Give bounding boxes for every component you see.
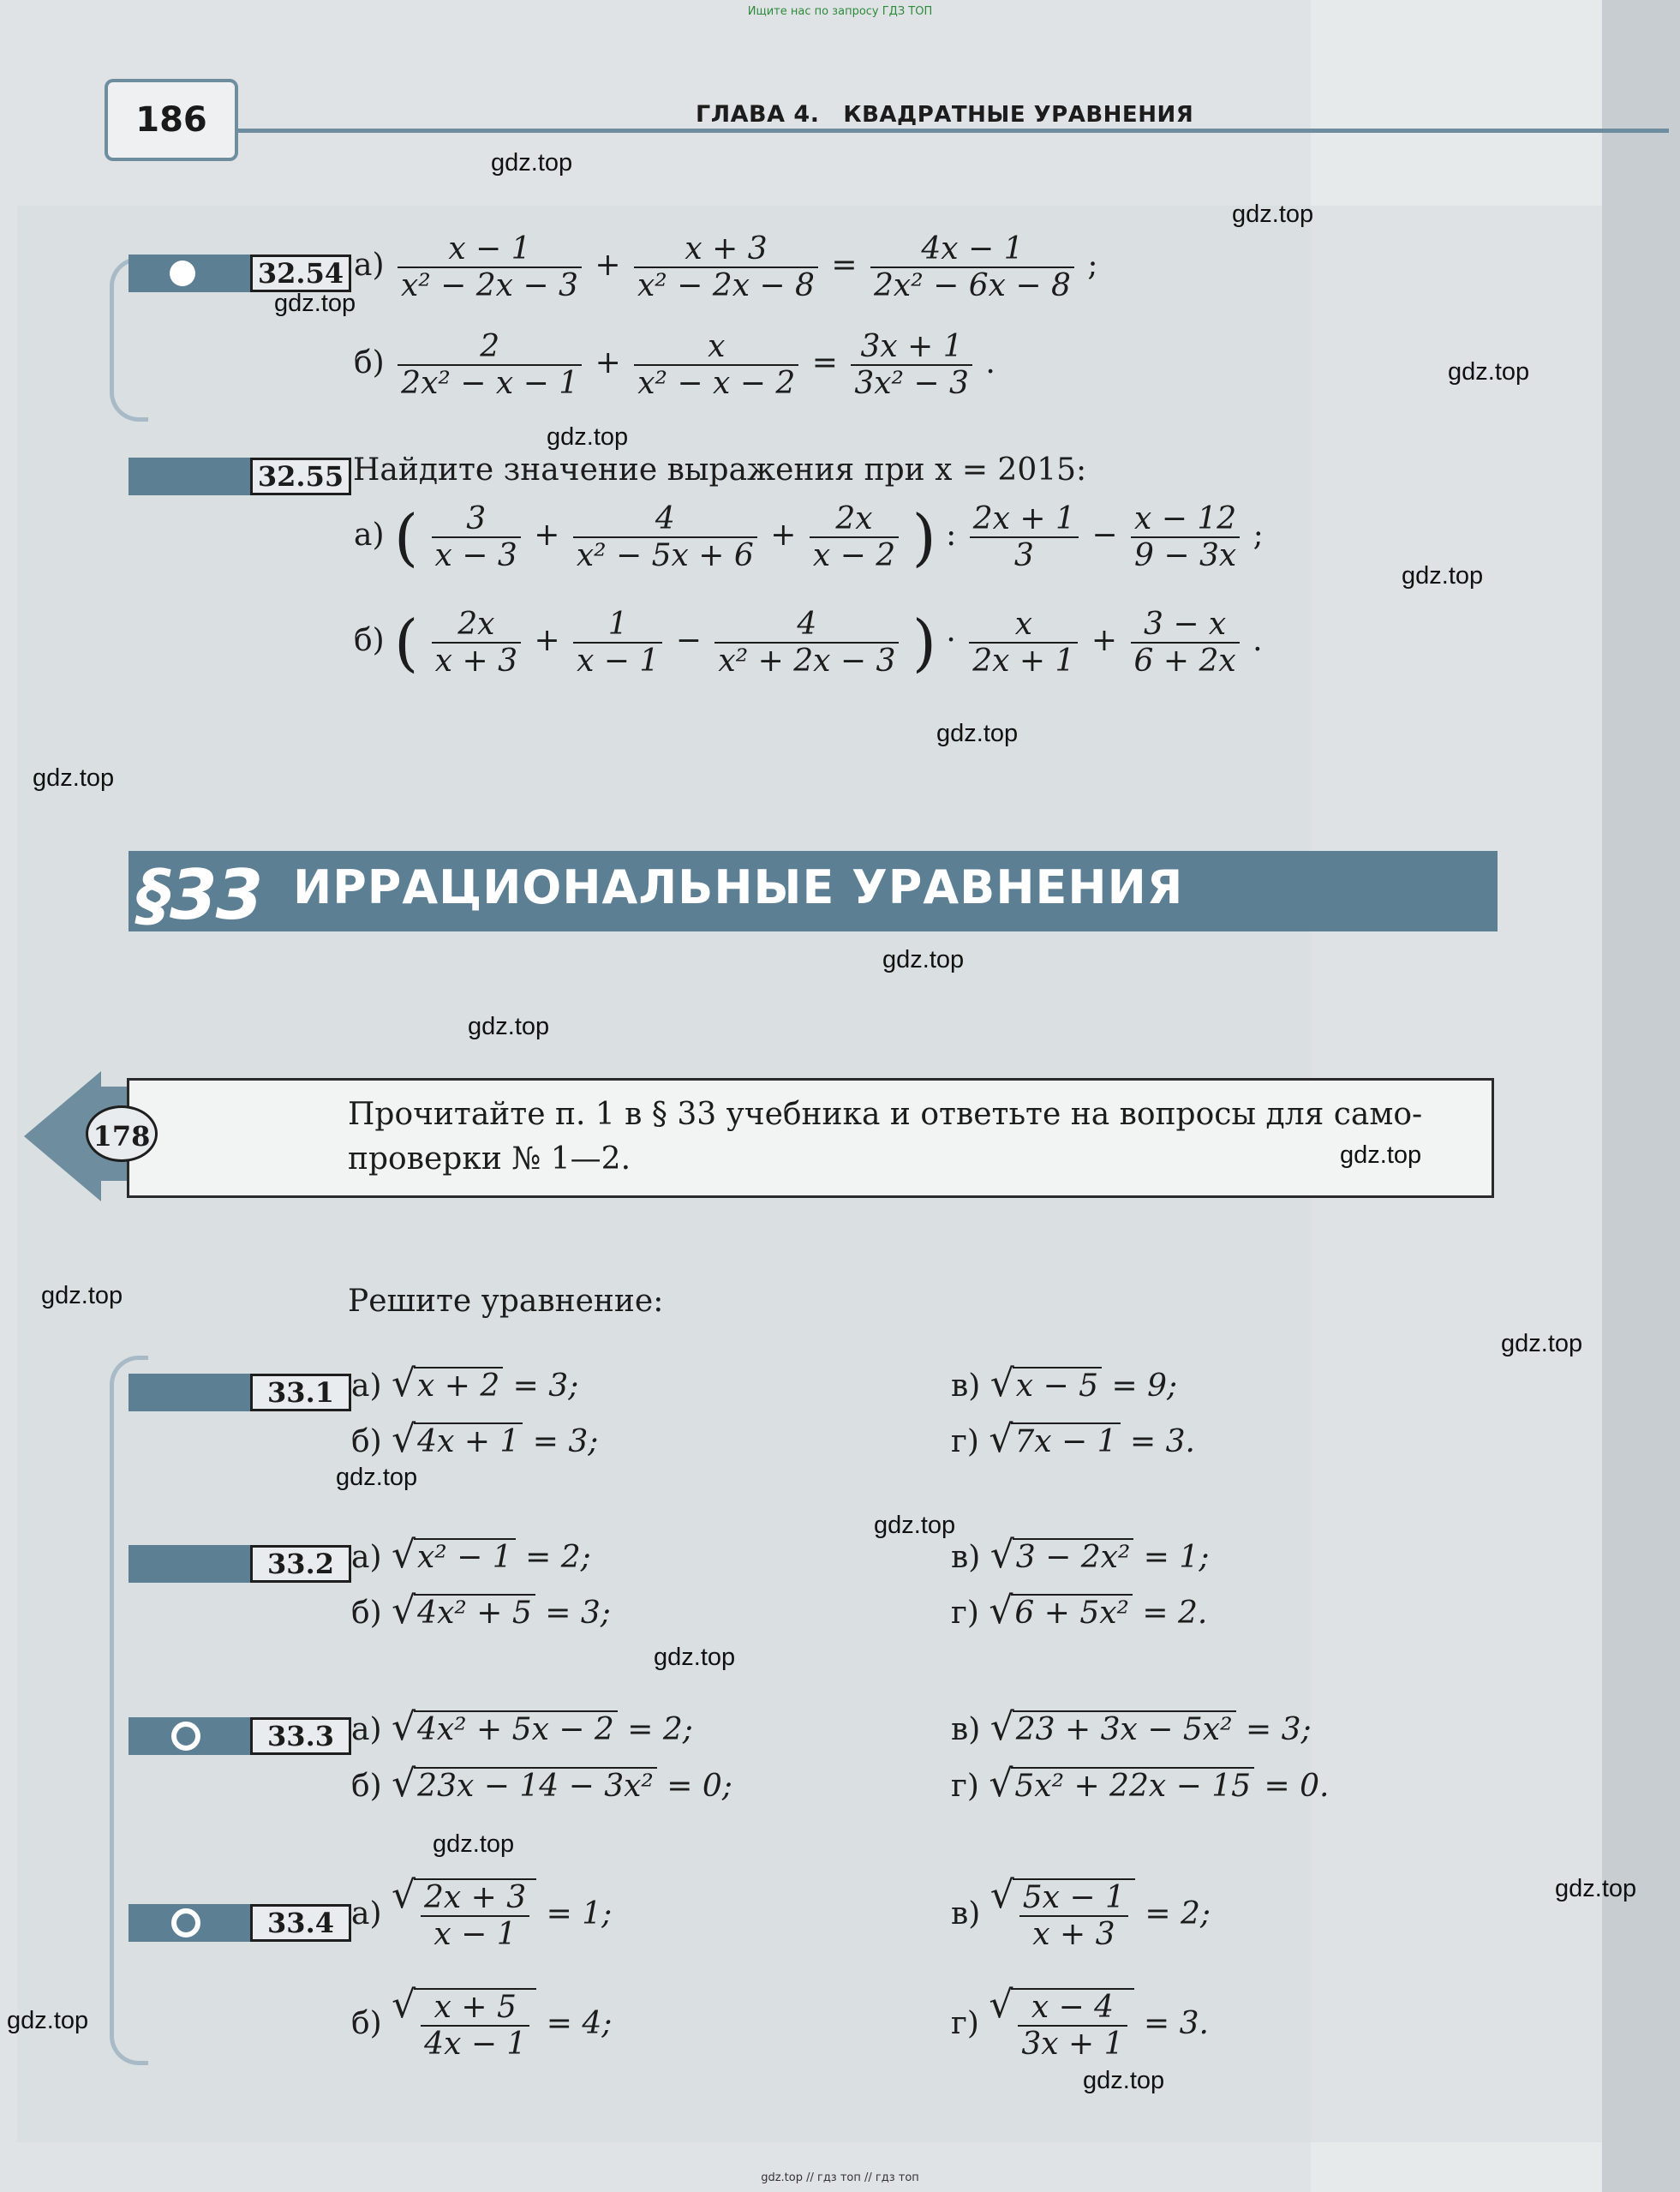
denominator: 3: [1013, 538, 1034, 573]
fraction: [970, 501, 1079, 573]
item-label: а): [351, 1712, 382, 1747]
chapter-header: [696, 101, 1193, 128]
numerator: 4: [573, 501, 757, 538]
chapter-label: ГЛАВА 4.: [696, 101, 820, 128]
denominator: x² − x − 2: [637, 366, 796, 401]
watermark: gdz.top: [1083, 2067, 1165, 2094]
problem-number: 33.4: [250, 1904, 351, 1942]
difficulty-ring-icon: [171, 1908, 200, 1937]
operator: −: [1091, 518, 1118, 553]
problem-33-3-b: [351, 1767, 732, 1804]
problem-33-1-b: [351, 1422, 598, 1459]
radicand: 6 + 5x²: [1011, 1594, 1133, 1631]
radicand: [1013, 1878, 1135, 1952]
fraction: [810, 501, 899, 573]
radicand: 5x² + 22x − 15: [1011, 1767, 1254, 1804]
numerator: 2: [398, 329, 582, 366]
radicand: 7x − 1: [1011, 1422, 1120, 1459]
denominator: 2x + 1: [972, 644, 1075, 679]
problem-33-2-v: [951, 1538, 1209, 1575]
left-paren: (: [394, 607, 419, 679]
equation-rest: = 0.: [1254, 1769, 1330, 1804]
item-label: а): [354, 248, 385, 283]
item-label: а): [351, 1896, 382, 1931]
numerator: √ x − 4: [1018, 1990, 1127, 2027]
punctuation: ;: [1253, 518, 1264, 553]
watermark: gdz.top: [41, 1282, 123, 1309]
item-label: в): [951, 1540, 981, 1575]
radicand: 4x + 1: [414, 1422, 523, 1459]
right-paren: ): [912, 607, 936, 679]
radicand: [414, 1988, 536, 2062]
equation-rest: = 3;: [535, 1596, 611, 1631]
square-root: [989, 1422, 1120, 1459]
problem-number: 33.3: [250, 1717, 351, 1755]
radicand: 4x² + 5x − 2: [414, 1710, 618, 1747]
operator: +: [1091, 623, 1118, 658]
numerator: 4x − 1: [870, 231, 1074, 268]
problem-bar: [129, 1904, 257, 1942]
section-symbol: §33: [137, 855, 262, 935]
square-root: [392, 1422, 523, 1459]
equation-rest: = 1;: [536, 1896, 613, 1931]
numerator: 3: [432, 501, 521, 538]
denominator: 3x² − 3: [854, 366, 969, 401]
operator: +: [595, 345, 621, 380]
item-label: г): [951, 2006, 979, 2041]
bottom-note: gdz.top // гдз топ // гдз топ: [761, 2171, 919, 2184]
fraction: [1131, 607, 1240, 679]
watermark: gdz.top: [433, 1830, 515, 1858]
square-root: [392, 1594, 535, 1631]
right-paren: ): [912, 501, 936, 573]
denominator: 3x + 1: [1021, 2027, 1124, 2062]
problem-33-1-a: [351, 1367, 578, 1404]
denominator: 6 + 2x: [1133, 644, 1236, 679]
problem-33-4-v: [951, 1878, 1211, 1952]
watermark: gdz.top: [547, 423, 629, 451]
equation-rest: = 3;: [1235, 1712, 1312, 1747]
difficulty-ring-icon: [171, 1722, 200, 1751]
fraction: [398, 329, 582, 401]
item-label: в): [951, 1896, 981, 1931]
fraction: [421, 1990, 529, 2062]
square-root: [990, 1367, 1102, 1404]
watermark: gdz.top: [1448, 358, 1530, 386]
fraction: [1018, 1990, 1127, 2062]
radicand: x + 2: [414, 1367, 503, 1404]
problem-number: 33.1: [250, 1374, 351, 1411]
item-label: б): [351, 1424, 382, 1459]
denominator: 2x² − x − 1: [401, 366, 579, 401]
info-line-2: проверки № 1—2.: [348, 1141, 631, 1177]
fraction: [432, 607, 521, 679]
item-label: б): [354, 623, 385, 658]
info-box: [127, 1078, 1494, 1198]
punctuation: .: [985, 345, 995, 380]
square-root: [989, 1594, 1133, 1631]
square-root: [990, 1710, 1236, 1747]
watermark: gdz.top: [33, 764, 115, 792]
equation-rest: = 0;: [656, 1769, 732, 1804]
numerator: √ 2x + 3: [421, 1880, 529, 1917]
item-label: в): [951, 1712, 981, 1747]
watermark: gdz.top: [874, 1512, 956, 1539]
problem-bar: [129, 255, 257, 292]
item-label: г): [951, 1424, 979, 1459]
operator: +: [534, 518, 560, 553]
square-root: [392, 1367, 503, 1404]
denominator: 9 − 3x: [1134, 538, 1237, 573]
watermark: gdz.top: [882, 946, 965, 973]
operator: +: [770, 518, 797, 553]
numerator: 1: [573, 607, 662, 644]
problem-32-55-b: [354, 607, 1263, 679]
problem-33-1-g: [951, 1422, 1195, 1459]
problem-32-54-a: [354, 231, 1097, 303]
left-paren: (: [393, 501, 419, 573]
header-rule: [238, 129, 1669, 133]
fraction: [1019, 1880, 1128, 1952]
info-number: 178: [86, 1105, 158, 1162]
problem-32-55-a: [354, 501, 1264, 573]
radicand: 4x² + 5: [414, 1594, 535, 1631]
square-root: [392, 1988, 536, 2062]
radicand: 3 − 2x²: [1013, 1538, 1134, 1575]
radicand: x² − 1: [414, 1538, 516, 1575]
denominator: x − 3: [434, 538, 517, 573]
problem-33-4-a: [351, 1878, 612, 1952]
item-label: а): [351, 1369, 382, 1404]
denominator: x + 3: [434, 644, 517, 679]
radicand: 23 + 3x − 5x²: [1013, 1710, 1236, 1747]
radicand: 23x − 14 − 3x²: [414, 1767, 657, 1804]
watermark: gdz.top: [491, 149, 573, 177]
numerator: x − 1: [398, 231, 582, 268]
fraction: [634, 231, 818, 303]
equation-rest: = 2.: [1132, 1596, 1208, 1631]
watermark: gdz.top: [274, 290, 356, 317]
square-root: [392, 1878, 536, 1952]
operator: ·: [946, 623, 956, 658]
watermark: gdz.top: [1232, 201, 1314, 228]
radicand: [414, 1878, 536, 1952]
watermark: gdz.top: [1402, 562, 1484, 590]
top-note: Ищите нас по запросу ГДЗ ТОП: [747, 5, 933, 18]
fraction: [421, 1880, 529, 1952]
problem-bracket: [110, 1356, 148, 2065]
numerator: x + 3: [634, 231, 818, 268]
denominator: x − 2: [812, 538, 896, 573]
numerator: 3x + 1: [851, 329, 972, 366]
problem-33-1-v: [951, 1367, 1177, 1404]
item-label: а): [351, 1540, 382, 1575]
fraction: [969, 607, 1078, 679]
problem-bar: [129, 1545, 257, 1583]
equation-rest: = 9;: [1102, 1369, 1178, 1404]
equation-rest: = 4;: [536, 2006, 613, 2041]
fraction: [634, 329, 798, 401]
item-label: б): [351, 1596, 382, 1631]
problem-text: Найдите значение выражения при x = 2015:: [353, 452, 1087, 488]
watermark: gdz.top: [1340, 1141, 1422, 1169]
problem-33-3-v: [951, 1710, 1312, 1747]
numerator: x: [969, 607, 1078, 644]
numerator: x − 12: [1131, 501, 1240, 538]
denominator: x² + 2x − 3: [718, 644, 896, 679]
equation-rest: = 2;: [617, 1712, 693, 1747]
operator: +: [595, 248, 621, 283]
square-root: [990, 1538, 1134, 1575]
problem-33-4-b: [351, 1988, 612, 2062]
watermark: gdz.top: [1555, 1875, 1637, 1902]
watermark: gdz.top: [1501, 1330, 1583, 1357]
chapter-title: КВАДРАТНЫЕ УРАВНЕНИЯ: [843, 102, 1194, 128]
item-label: б): [351, 2006, 382, 2041]
problem-number: 33.2: [250, 1545, 351, 1583]
section-title: ИРРАЦИОНАЛЬНЫЕ УРАВНЕНИЯ: [293, 860, 1184, 914]
difficulty-dot-icon: [170, 261, 195, 286]
equation-rest: = 2;: [1134, 1896, 1211, 1931]
fraction: [870, 231, 1074, 303]
square-root: [990, 1878, 1135, 1952]
item-label: б): [351, 1769, 382, 1804]
item-label: г): [951, 1769, 979, 1804]
numerator: √ 5x − 1: [1019, 1880, 1128, 1917]
denominator: x² − 5x + 6: [576, 538, 754, 573]
watermark: gdz.top: [7, 2007, 89, 2034]
punctuation: .: [1253, 623, 1263, 658]
numerator: 2x: [810, 501, 899, 538]
equation-rest: = 1;: [1133, 1540, 1210, 1575]
problem-33-2-a: [351, 1538, 591, 1575]
denominator: x² − 2x − 3: [400, 268, 578, 303]
operator: +: [534, 623, 560, 658]
numerator: 4: [714, 607, 899, 644]
problem-33-2-g: [951, 1594, 1207, 1631]
problem-number: 32.54: [250, 255, 351, 292]
problem-33-3-g: [951, 1767, 1329, 1804]
numerator: x: [634, 329, 798, 366]
problem-33-3-a: [351, 1710, 693, 1747]
denominator: x − 1: [433, 1917, 517, 1952]
denominator: x + 3: [1032, 1917, 1115, 1952]
operator: :: [946, 518, 957, 553]
square-root: [392, 1710, 618, 1747]
numerator: 3 − x: [1131, 607, 1240, 644]
problem-bar: [129, 458, 257, 495]
watermark: gdz.top: [936, 720, 1019, 747]
item-label: а): [354, 518, 385, 553]
solve-heading: Решите уравнение:: [348, 1284, 664, 1319]
watermark: gdz.top: [336, 1464, 418, 1491]
fraction: [573, 607, 662, 679]
problem-33-4-g: [951, 1988, 1209, 2062]
problem-bar: [129, 1717, 257, 1755]
denominator: x² − 2x − 8: [637, 268, 815, 303]
fraction: [714, 607, 899, 679]
problem-33-2-b: [351, 1594, 611, 1631]
equation-rest: = 3.: [1120, 1424, 1195, 1459]
operator: =: [811, 345, 838, 380]
problem-number: 32.55: [250, 458, 351, 495]
operator: −: [675, 623, 702, 658]
problem-bar: [129, 1374, 257, 1411]
equation-rest: = 3;: [503, 1369, 579, 1404]
item-label: в): [951, 1369, 981, 1404]
watermark: gdz.top: [654, 1644, 736, 1671]
denominator: x − 1: [577, 644, 660, 679]
fraction: [398, 231, 582, 303]
page-number: 186: [105, 79, 238, 161]
item-label: б): [354, 345, 385, 380]
numerator: 2x + 1: [970, 501, 1079, 538]
info-line-1: Прочитайте п. 1 в § 33 учебника и ответьте на вопросы для само-: [348, 1097, 1423, 1132]
equation-rest: = 3;: [523, 1424, 599, 1459]
item-label: г): [951, 1596, 979, 1631]
numerator: 2x: [432, 607, 521, 644]
square-root: [989, 1988, 1133, 2062]
square-root: [392, 1767, 657, 1804]
radicand: [1011, 1988, 1133, 2062]
operator: =: [831, 248, 858, 283]
watermark: gdz.top: [468, 1013, 550, 1040]
numerator: √ x + 5: [421, 1990, 529, 2027]
fraction: [1131, 501, 1240, 573]
punctuation: ;: [1087, 248, 1098, 283]
equation-rest: = 3.: [1133, 2006, 1209, 2041]
denominator: 4x − 1: [424, 2027, 527, 2062]
equation-rest: = 2;: [515, 1540, 591, 1575]
fraction: [432, 501, 521, 573]
denominator: 2x² − 6x − 8: [874, 268, 1071, 303]
problem-32-54-b: [354, 329, 995, 401]
fraction: [573, 501, 757, 573]
square-root: [989, 1767, 1254, 1804]
square-root: [392, 1538, 516, 1575]
radicand: x − 5: [1013, 1367, 1102, 1404]
fraction: [851, 329, 972, 401]
